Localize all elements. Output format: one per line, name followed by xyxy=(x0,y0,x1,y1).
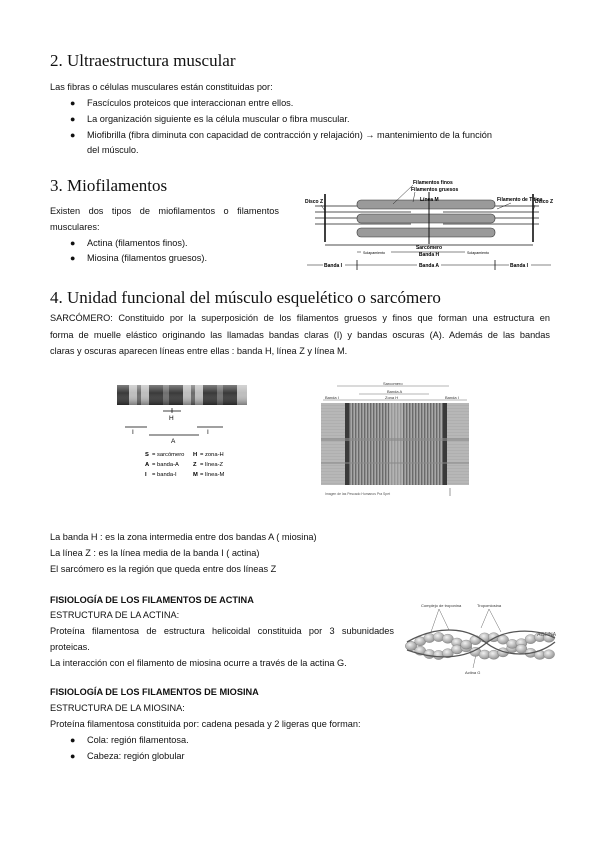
label-banda-i-left: Banda I xyxy=(324,263,343,269)
list-item-text: del músculo. xyxy=(87,145,139,155)
micro-label-banda-i-left: Banda I xyxy=(325,395,339,400)
micro-label-banda-i-right: Banda I xyxy=(445,395,459,400)
label-disco-z-right: Disco Z xyxy=(535,199,554,205)
label-actina-g: Actina G xyxy=(465,670,481,675)
paragraph-line: claras y oscuras aparecen líneas entre ellas : banda H, línea Z y línea M. xyxy=(50,346,348,356)
legend-value: = banda-I xyxy=(152,472,177,478)
paragraph-line: forma de muelle elástico originando las llamadas bandas claras (I) y bandas oscuras (A). Además de las bandas xyxy=(50,330,550,340)
section-intro-line: Existen dos tipos de miofilamentos o filamentos xyxy=(50,206,279,216)
section-title-sarcomero: 4. Unidad funcional del músculo esquelético o sarcómero xyxy=(50,288,441,307)
micro-label-banda-a: Banda A xyxy=(387,389,403,394)
label-complejo-troponina: Complejo de troponina xyxy=(421,603,462,608)
label-i-left: I xyxy=(132,429,134,436)
list-item-text: Fascículos proteicos que interaccionan entre ellos. xyxy=(87,98,294,108)
micrograph-image xyxy=(321,403,469,485)
legend-value: = banda-A xyxy=(152,462,179,468)
list-item: ● Miofibrilla (fibra diminuta con capacidad de contracción y relajación) → mantenimiento de la función xyxy=(70,130,492,140)
label-banda-a: Banda A xyxy=(418,263,440,269)
definition-banda-h: La banda H : es la zona intermedia entre dos bandas A ( miosina) xyxy=(50,532,317,542)
miosina-body-line: Proteína filamentosa constituida por: cadena pesada y 2 ligeras que forman: xyxy=(50,719,361,729)
actina-body-line: Proteína filamentosa de estructura helicoidal constituida por 3 subunidades xyxy=(50,626,394,636)
label-actina: ACTINA xyxy=(537,632,557,638)
sarcomere-diagram xyxy=(303,176,555,272)
label-solapamiento-right: Solapamiento xyxy=(467,251,489,255)
actina-body-line: La interacción con el filamento de miosina ocurre a través de la actina G. xyxy=(50,658,347,668)
section-intro: Las fibras o células musculares están constituidas por: xyxy=(50,82,273,92)
legend-value: = zona-H xyxy=(200,452,224,458)
list-item-continuation xyxy=(87,142,139,158)
label-banda-i-right: Banda I xyxy=(510,263,529,269)
label-filamentos-finos: Filamentos finos xyxy=(413,180,453,186)
band-legend xyxy=(145,452,224,478)
list-item-text: Miofibrilla (fibra diminuta con capacidad de contracción y relajación) → mantenimiento de la función xyxy=(87,130,492,140)
label-solapamiento-left: Solapamiento xyxy=(363,251,385,255)
subheading-actina: ESTRUCTURA DE LA ACTINA: xyxy=(50,610,180,620)
thick-filaments xyxy=(357,200,495,237)
label-banda-h: Banda H xyxy=(418,252,440,258)
list-item: ● Cabeza: región globular xyxy=(70,751,185,761)
legend-key: H xyxy=(193,452,198,458)
list-item-text: Actina (filamentos finos). xyxy=(87,238,188,248)
section-intro-line: musculares: xyxy=(50,222,100,232)
banded-myofibril-figure xyxy=(113,383,251,489)
paragraph-line: SARCÓMERO: Constituido por la superposición de los filamentos gruesos y finos que forman una estructura en xyxy=(50,313,550,323)
list-item: ● Cola: región filamentosa. xyxy=(70,735,189,745)
label-i-right: I xyxy=(207,429,209,436)
list-item: ● Actina (filamentos finos). xyxy=(70,238,188,248)
legend-value: = sarcómero xyxy=(152,452,185,458)
definition-linea-z: La línea Z : es la línea media de la banda I ( actina) xyxy=(50,548,260,558)
actin-filament-figure xyxy=(405,598,563,680)
legend-key: Z xyxy=(193,462,197,468)
actin-g-bead xyxy=(543,650,554,659)
list-item: ● Fascículos proteicos que interaccionan entre ellos. xyxy=(70,98,294,108)
label-disco-z-left: Disco Z xyxy=(305,199,324,205)
definition-sarcomero: El sarcómero es la región que queda entre dos líneas Z xyxy=(50,564,277,574)
legend-value: = línea-Z xyxy=(200,462,224,468)
micro-label-sarcomero: Sarcomero xyxy=(383,381,403,386)
list-item: ● Miosina (filamentos gruesos). xyxy=(70,253,207,263)
section-title-ultraestructura: 2. Ultraestructura muscular xyxy=(50,51,236,70)
actina-body-line: proteicas. xyxy=(50,642,90,652)
list-item-text: La organización siguiente es la célula muscular o fibra muscular. xyxy=(87,114,350,124)
label-sarcomero: Sarcómero xyxy=(415,245,443,251)
legend-key: S xyxy=(145,452,149,458)
micrograph-caption: Imagen de las Pescado Humanos Pra Spet xyxy=(325,492,391,496)
myofibril-bands xyxy=(117,385,247,405)
list-item-text: Cola: región filamentosa. xyxy=(87,735,189,745)
list-item-text: Cabeza: región globular xyxy=(87,751,185,761)
label-filamento-titina: Filamento de Titina xyxy=(497,197,543,203)
label-a: A xyxy=(171,438,176,445)
section-title-miofilamentos: 3. Miofilamentos xyxy=(50,176,168,195)
heading-actina: FISIOLOGÍA DE LOS FILAMENTOS DE ACTINA xyxy=(50,595,254,605)
subheading-miosina: ESTRUCTURA DE LA MIOSINA: xyxy=(50,703,185,713)
label-tropomiosina: Tropomiosina xyxy=(477,603,502,608)
label-h: H xyxy=(169,415,174,422)
label-linea-m: Línea M xyxy=(420,197,439,203)
legend-key: I xyxy=(145,472,147,478)
sarcomere-micrograph xyxy=(319,378,471,500)
label-filamentos-gruesos: Filamentos gruesos xyxy=(411,187,459,193)
legend-key: A xyxy=(145,462,150,468)
legend-value: = línea-M xyxy=(200,472,225,478)
legend-key: M xyxy=(193,472,198,478)
micro-label-zona-h: Zona H xyxy=(385,395,399,400)
heading-miosina: FISIOLOGÍA DE LOS FILAMENTOS DE MIOSINA xyxy=(50,687,259,697)
list-item-text: Miosina (filamentos gruesos). xyxy=(87,253,207,263)
list-item: ● La organización siguiente es la célula muscular o fibra muscular. xyxy=(70,114,350,124)
